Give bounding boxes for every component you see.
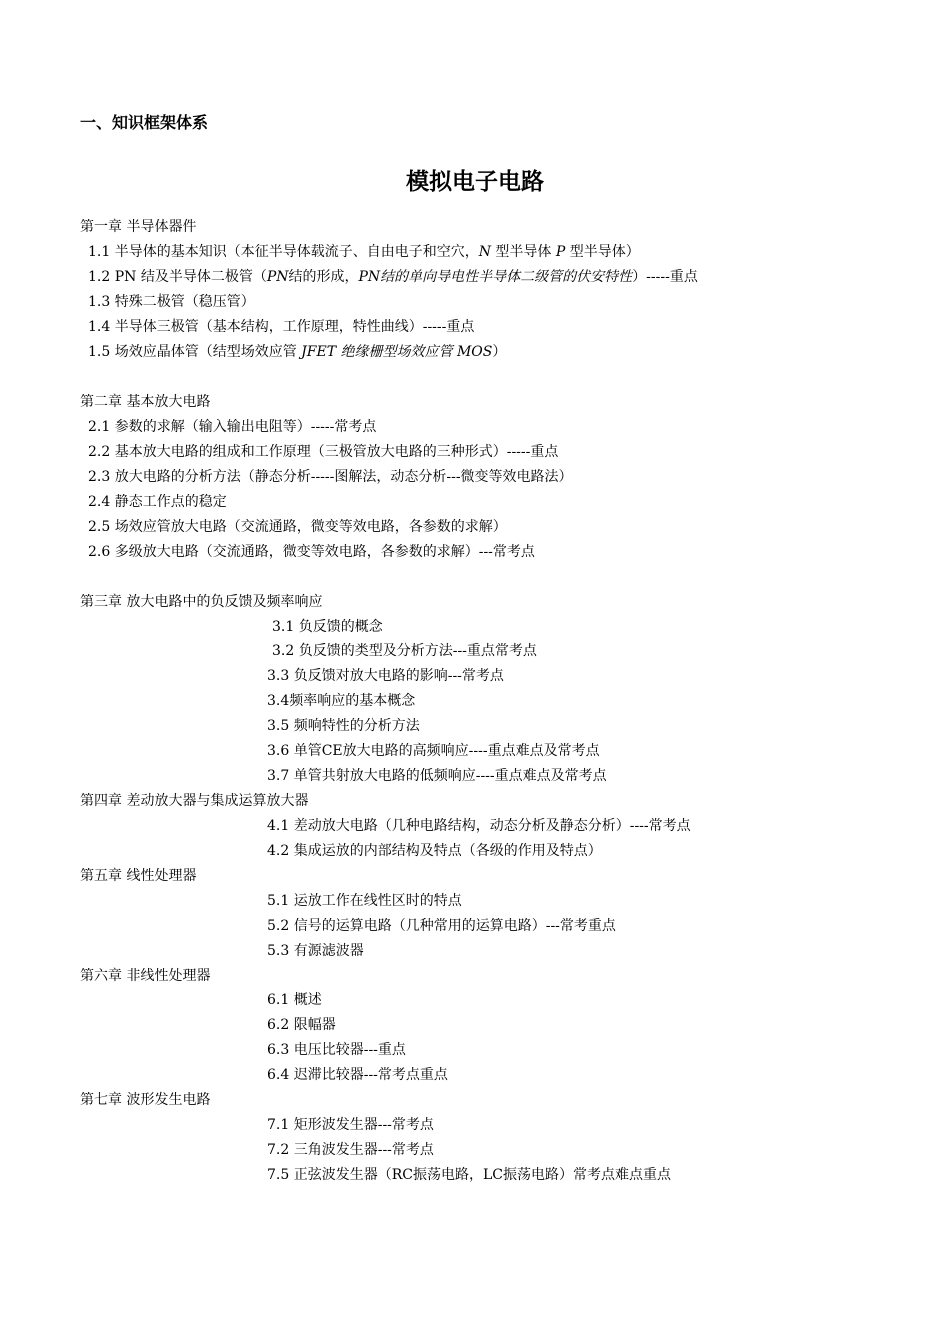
section-3-1: 3.1 负反馈的概念 — [272, 619, 383, 635]
section-6-3: 6.3 电压比较器---重点 — [267, 1042, 406, 1058]
section-6-1: 6.1 概述 — [267, 992, 322, 1008]
section-2-3: 2.3 放大电路的分析方法（静态分析-----图解法，动态分析---微变等效电路法） — [88, 469, 573, 485]
section-3-6: 3.6 单管CE放大电路的高频响应----重点难点及常考点 — [267, 743, 600, 759]
section-4-1: 4.1 差动放大电路（几种电路结构，动态分析及静态分析）----常考点 — [267, 818, 691, 834]
section-1-5: 1.5 场效应晶体管（结型场效应管 JFET 绝缘栅型场效应管 MOS） — [88, 344, 507, 360]
chapter-7-title: 第七章 波形发生电路 — [80, 1092, 211, 1108]
section-2-2: 2.2 基本放大电路的组成和工作原理（三极管放大电路的三种形式）-----重点 — [88, 444, 559, 460]
section-3-2: 3.2 负反馈的类型及分析方法---重点常考点 — [272, 643, 537, 659]
chapter-2-title: 第二章 基本放大电路 — [80, 394, 211, 410]
section-6-2: 6.2 限幅器 — [267, 1017, 336, 1033]
section-1-1: 1.1 半导体的基本知识（本征半导体载流子、自由电子和空穴，N 型半导体 P 型半导体） — [88, 244, 640, 260]
section-2-5: 2.5 场效应管放大电路（交流通路，微变等效电路，各参数的求解） — [88, 519, 507, 535]
section-4-2: 4.2 集成运放的内部结构及特点（各级的作用及特点） — [267, 843, 602, 859]
section-7-1: 7.1 矩形波发生器---常考点 — [267, 1117, 434, 1133]
section-2-6: 2.6 多级放大电路（交流通路，微变等效电路，各参数的求解）---常考点 — [88, 544, 535, 560]
section-heading: 一、知识框架体系 — [80, 113, 209, 132]
chapter-4-title: 第四章 差动放大器与集成运算放大器 — [80, 793, 309, 809]
section-7-2: 7.2 三角波发生器---常考点 — [267, 1142, 434, 1158]
section-3-3: 3.3 负反馈对放大电路的影响---常考点 — [267, 668, 504, 684]
section-1-3: 1.3 特殊二极管（稳压管） — [88, 294, 255, 310]
section-2-4: 2.4 静态工作点的稳定 — [88, 494, 227, 510]
section-3-4: 3.4频率响应的基本概念 — [267, 693, 416, 709]
section-5-2: 5.2 信号的运算电路（几种常用的运算电路）---常考重点 — [267, 918, 616, 934]
section-6-4: 6.4 迟滞比较器---常考点重点 — [267, 1067, 448, 1083]
section-7-5: 7.5 正弦波发生器（RC振荡电路，LC振荡电路）常考点难点重点 — [267, 1167, 671, 1183]
chapter-5-title: 第五章 线性处理器 — [80, 868, 197, 884]
section-2-1: 2.1 参数的求解（输入输出电阻等）-----常考点 — [88, 419, 377, 435]
section-1-2: 1.2 PN 结及半导体二极管（PN结的形成，PN结的单向导电性半导体二级管的伏安特性）-----重点 — [88, 269, 698, 285]
section-3-5: 3.5 频响特性的分析方法 — [267, 718, 420, 734]
document-title: 模拟电子电路 — [406, 169, 544, 195]
chapter-3-title: 第三章 放大电路中的负反馈及频率响应 — [80, 594, 323, 610]
section-5-1: 5.1 运放工作在线性区时的特点 — [267, 893, 462, 909]
chapter-1-title: 第一章 半导体器件 — [80, 219, 197, 235]
section-1-4: 1.4 半导体三极管（基本结构，工作原理，特性曲线）-----重点 — [88, 319, 475, 335]
chapter-6-title: 第六章 非线性处理器 — [80, 968, 211, 984]
section-3-7: 3.7 单管共射放大电路的低频响应----重点难点及常考点 — [267, 768, 607, 784]
section-5-3: 5.3 有源滤波器 — [267, 943, 364, 959]
